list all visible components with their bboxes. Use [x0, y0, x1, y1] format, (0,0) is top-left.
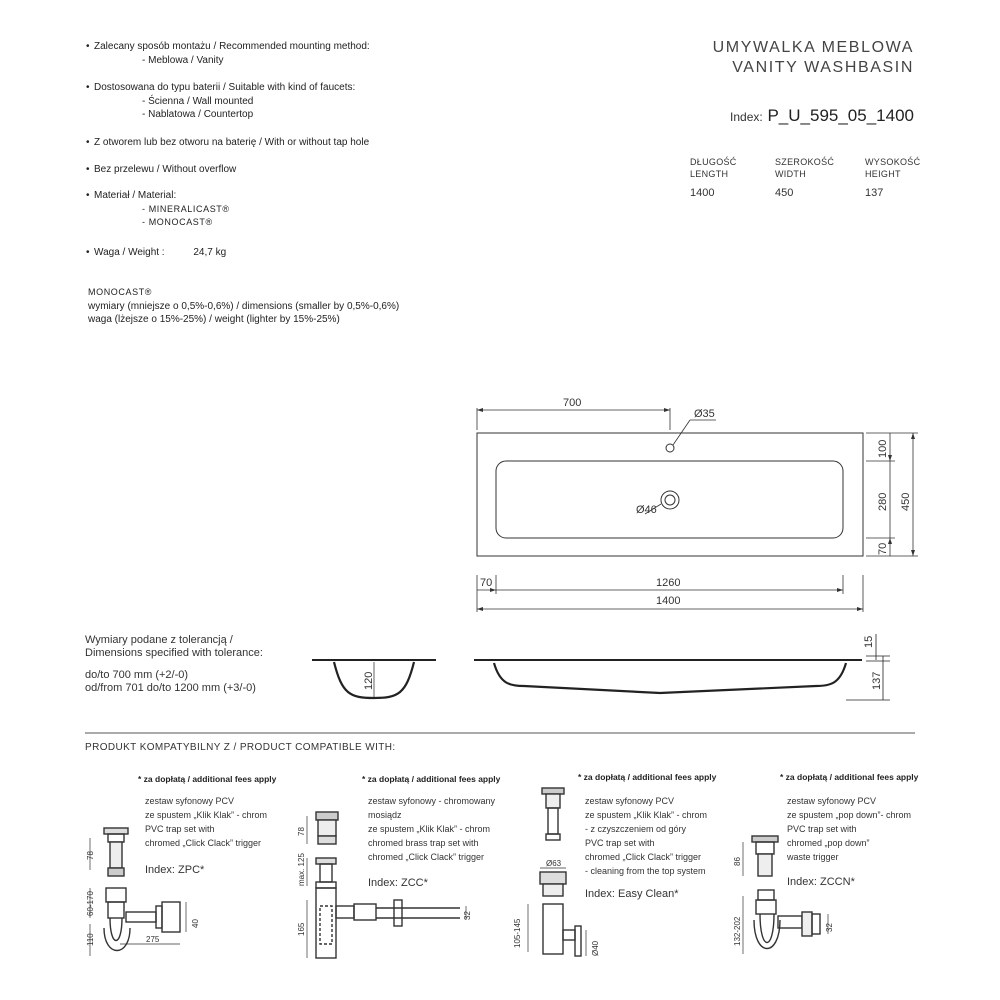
label-bottom-1260: 1260 [656, 577, 681, 589]
compat-4-index: Index: ZCCN* [787, 876, 855, 888]
label-drain: Ø46 [636, 504, 657, 516]
label-side-100: 100 [877, 439, 889, 458]
spec-material-2: - MONOCAST® [142, 217, 213, 227]
dim-length-value: 1400 [690, 187, 715, 199]
compat-1-line: chromed „Click Clack” trigger [145, 838, 262, 848]
sk2-dim-32: 32 [463, 911, 472, 920]
label-tap-hole: Ø35 [694, 408, 715, 420]
compat-3-line: chromed „Click Clack” trigger [585, 852, 702, 862]
sk1-dim-275: 275 [146, 935, 160, 944]
spec-faucet-label: • Dostosowana do typu baterii / Suitable with kind of faucets: [94, 82, 356, 93]
monocast-line1: wymiary (mniejsze o 0,5%-0,6%) / dimensions (smaller by 0,5%-0,6%) [88, 300, 400, 312]
tolerance-note [85, 634, 263, 695]
label-side-70: 70 [877, 542, 889, 555]
monocast-title: MONOCAST® [88, 287, 153, 297]
label-bottom-70: 70 [480, 577, 493, 589]
compat-3-index: Index: Easy Clean* [585, 888, 679, 900]
compat-4-line: ze spustem „pop down”- chrom [787, 810, 912, 820]
compat-3-line: zestaw syfonowy PCV [585, 796, 675, 806]
label-side-450: 450 [900, 492, 912, 511]
compat-4-line: PVC trap set with [787, 824, 857, 834]
tap-hole-circle [666, 444, 674, 452]
sk1-dim-78: 78 [86, 851, 95, 860]
dim-length-pl: DŁUGOŚĆ [690, 157, 737, 167]
label-section-15: 15 [863, 635, 875, 648]
monocast-line2: waga (lżejsze o 15%-25%) / weight (lighter by 15%-25%) [88, 314, 340, 325]
dim-length-en: LENGTH [690, 169, 729, 179]
label-bottom-1400: 1400 [656, 595, 681, 607]
dim-height-value: 137 [865, 187, 884, 199]
spec-mounting-label: • Zalecany sposób montażu / Recommended mounting method: [94, 41, 370, 52]
spec-taphole-text: • Z otworem lub bez otworu na baterię / With or without tap hole [94, 137, 370, 148]
compat-4-line: zestaw syfonowy PCV [787, 796, 877, 806]
spec-weight-label: Waga / Weight : [94, 247, 165, 258]
compat-1-fee: * za dopłatą / additional fees apply [138, 774, 277, 784]
sk3-dim-63: Ø63 [546, 859, 562, 868]
sk2-dim-78: 78 [297, 827, 306, 836]
compat-3-line: - cleaning from the top system [585, 866, 706, 876]
dim-width-en: WIDTH [775, 169, 806, 179]
spec-material-label: • Materiał / Material: [94, 190, 177, 201]
basin-bowl-outline [496, 461, 843, 538]
sk3-dim-105-145: 105-145 [513, 918, 522, 948]
tolerance-line-2: Dimensions specified with tolerance: [85, 647, 263, 659]
compat-2-index: Index: ZCC* [368, 877, 428, 889]
compat-1-line: ze spustem „Klik Klak” - chrom [145, 810, 268, 820]
sk2-dim-max125: max. 125 [297, 853, 306, 886]
compat-2-line: chromed „Click Clack” trigger [368, 852, 485, 862]
compat-2-desc [368, 794, 495, 864]
title-en: VANITY WASHBASIN [732, 59, 914, 76]
label-700: 700 [563, 397, 582, 409]
compat-3-fee: * za dopłatą / additional fees apply [578, 772, 717, 782]
dim-width-pl: SZEROKOŚĆ [775, 157, 835, 167]
spec-material-1: - MINERALICAST® [142, 203, 230, 214]
spec-overflow-text: • Bez przelewu / Without overflow [94, 164, 237, 175]
sk1-dim-40: 40 [191, 919, 200, 928]
compat-3-line: ze spustem „Klik Klak” - chrom [585, 810, 708, 820]
compat-3-line: PVC trap set with [585, 838, 655, 848]
compat-heading: PRODUKT KOMPATYBILNY Z / PRODUCT COMPATIBLE WITH: [85, 742, 396, 753]
sk3-dim-40: Ø40 [591, 940, 600, 956]
compat-4-fee: * za dopłatą / additional fees apply [780, 772, 919, 782]
index-label: Index: [730, 110, 763, 124]
compat-2-line: chromed brass trap set with [368, 838, 479, 848]
index-value: P_U_595_05_1400 [767, 106, 914, 125]
drain-inner-circle [665, 495, 675, 505]
sk4-dim-32: 32 [825, 923, 834, 932]
tolerance-line-3: do/to 700 mm (+2/-0) [85, 669, 189, 681]
compat-3-line: - z czyszczeniem od góry [585, 824, 687, 834]
spec-mounting-value: - Meblowa / Vanity [142, 54, 224, 66]
compat-1-desc [145, 794, 267, 850]
tolerance-line-1: Wymiary podane z tolerancją / [85, 634, 233, 646]
compat-2-line: ze spustem „Klik Klak” - chrom [368, 824, 491, 834]
label-section-120: 120 [363, 671, 375, 690]
dim-height-en: HEIGHT [865, 169, 901, 179]
compat-1-index: Index: ZPC* [145, 864, 205, 876]
spec-faucet-counter: - Nablatowa / Countertop [142, 109, 254, 120]
compat-2-line: zestaw syfonowy - chromowany [368, 796, 496, 806]
sk2-dim-165: 165 [297, 922, 306, 936]
spec-weight-value: 24,7 kg [193, 247, 227, 258]
compat-2-fee: * za dopłatą / additional fees apply [362, 774, 501, 784]
label-section-137: 137 [871, 671, 883, 690]
sk1-dim-110: 110 [86, 933, 95, 946]
dim-width-value: 450 [775, 187, 794, 199]
compat-4-line: waste trigger [787, 852, 839, 862]
compat-2-line: mosiądz [368, 810, 402, 820]
sk4-dim-86: 86 [733, 857, 742, 866]
drain-outer-circle [661, 491, 679, 509]
section-long-bowl [494, 663, 846, 693]
compat-3-desc [585, 794, 707, 878]
compat-1-line: zestaw syfonowy PCV [145, 796, 235, 806]
compat-4-line: chromed „pop down” [787, 838, 870, 848]
compat-4-desc [787, 794, 911, 864]
sk4-dim-132-202: 132-202 [733, 916, 742, 946]
label-side-280: 280 [877, 492, 889, 511]
dim-height-pl: WYSOKOŚĆ [865, 157, 921, 167]
spec-faucet-wall: - Ścienna / Wall mounted [142, 95, 254, 107]
title-pl: UMYWALKA MEBLOWA [712, 39, 914, 56]
sk1-dim-60-170: 60-170 [86, 891, 95, 916]
compat-1-line: PVC trap set with [145, 824, 215, 834]
tolerance-line-4: od/from 701 do/to 1200 mm (+3/-0) [85, 682, 256, 694]
